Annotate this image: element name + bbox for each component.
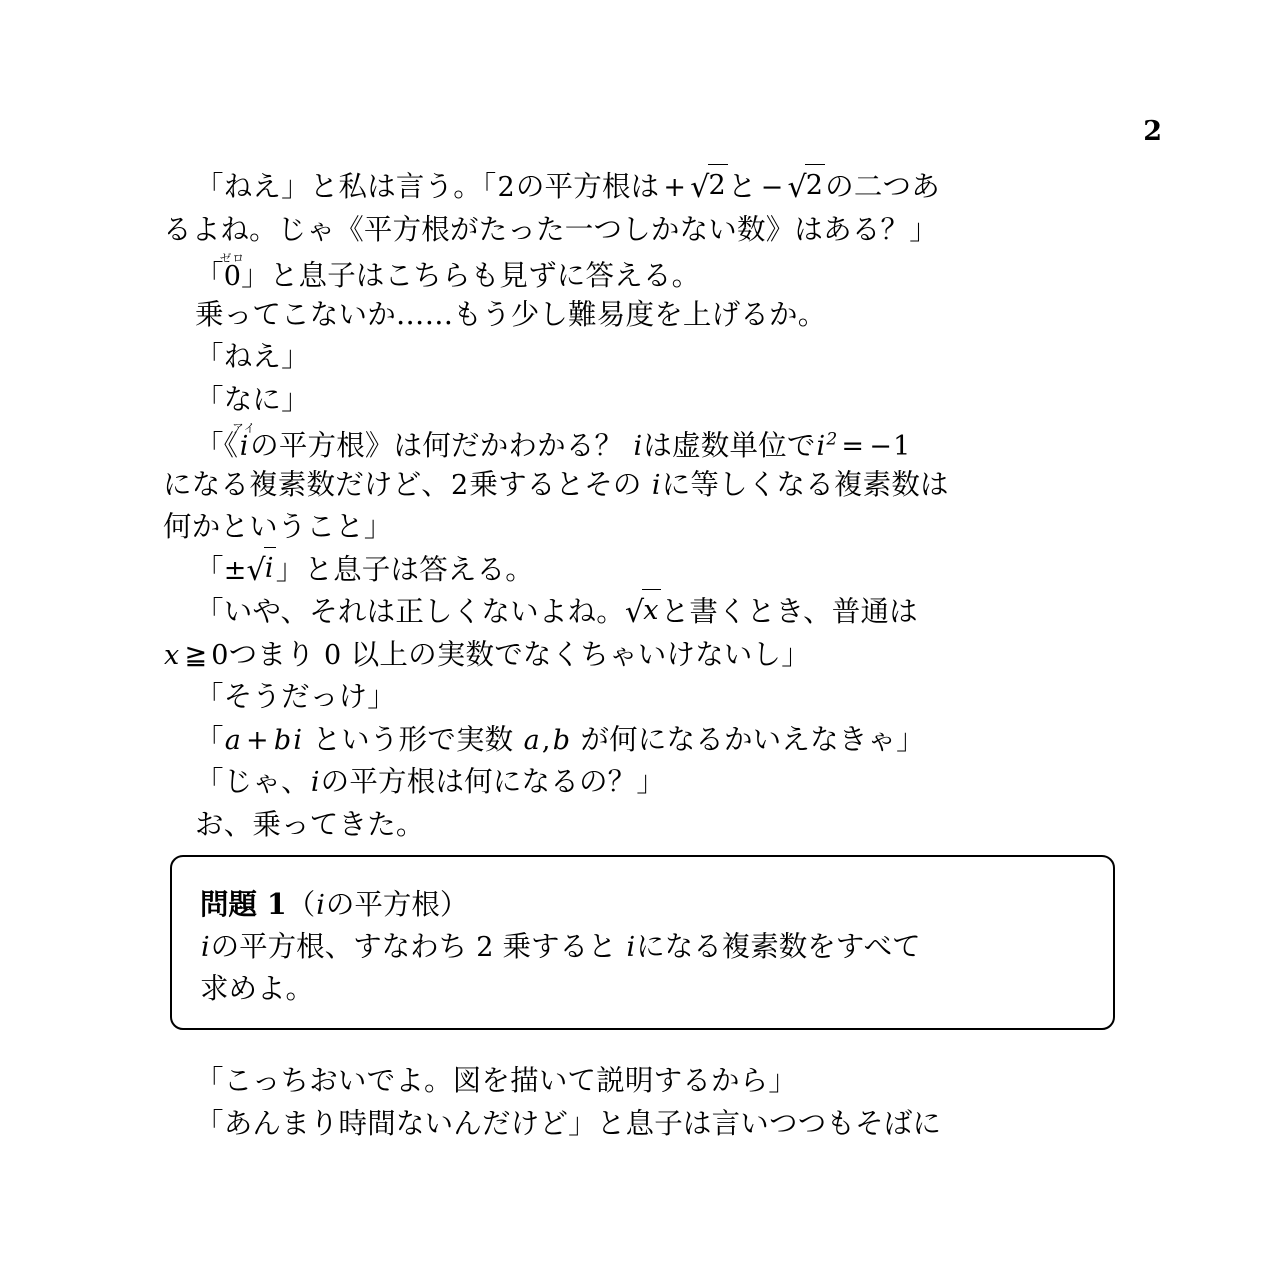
problem-box [170,855,1115,1030]
radical-sqrt [247,549,276,593]
radical-sign: √ [624,595,645,630]
math-variable: b [273,724,292,756]
text-run: （ [286,888,316,921]
ruby-annotation-ai [232,421,257,462]
ruby-text: アイ [232,421,257,435]
math-variable: i [201,931,210,963]
text-run: 「《 [195,429,239,462]
paragraph-line [163,506,1118,549]
text-run: と [727,170,757,203]
math-comma: , [541,724,551,756]
math-variable: i [310,767,320,798]
math-number: 2 [451,469,469,501]
text-run: になる複素数をすべて [636,929,921,963]
problem-label: 問題 1 [200,887,287,921]
text-run: 乗するとその [469,467,642,501]
text-run: 」と息子はこちらも見ずに答える。 [241,259,701,292]
paragraph-line [163,676,1118,719]
math-operator: − [869,431,893,462]
paragraph-line [163,336,1118,379]
text-run: るよね。じゃ《平方根がたった一つしかない数》はある？」 [163,212,938,246]
paragraph-line [163,166,1118,209]
text-run: つまり [228,637,315,671]
text-run: の平方根》は何だかわかる？ [250,429,624,462]
paragraph-line [163,719,1118,762]
radical-sqrt [787,166,825,210]
text-run: 「 [195,259,224,292]
math-variable: i [316,890,325,921]
math-variable: i [626,931,636,963]
ruby-base: i [233,431,256,462]
text-run: 以上の実数でなくちゃいけないし」 [350,637,810,671]
text-run: 「そうだっけ」 [195,680,396,713]
math-number: 1 [893,431,911,462]
paragraph-line [163,804,1118,847]
math-number: 2 [476,931,494,963]
math-variable: i [816,431,826,462]
math-variable: x [164,639,180,671]
text-run: 求めよ。 [200,972,315,1005]
paragraph-line [163,591,1118,634]
math-variable: b [552,724,571,756]
text-run: 」と息子は答える。 [275,552,535,586]
radicand: x [642,589,660,633]
text-run: に等しくなる複素数は [661,467,949,501]
paragraph-line [163,1060,1118,1103]
text-run: 乗ってこないか……もう少し難易度を上げるか。 [195,297,827,331]
math-operator: − [760,172,784,203]
math-number: 2 [497,172,515,203]
text-run: の平方根は何になるの？」 [320,765,666,798]
text-run: の平方根） [325,888,469,921]
paragraph-line [163,761,1118,804]
math-variable: i [651,469,661,501]
text-run: の平方根、すなわち [210,929,468,963]
problem-statement-line [200,968,1113,1011]
text-run: 何かということ」 [163,510,393,543]
text-run: 「ねえ」 [195,340,310,373]
math-plusminus: ± [223,554,247,586]
math-operator: + [246,724,269,756]
math-variable: i [293,724,303,756]
paragraph-line [163,209,1118,252]
text-run: 「あんまり時間ないんだけど」と息子は言いつつもそばに [195,1106,942,1140]
text-run: 「なに」 [195,382,310,416]
math-variable: a [523,724,540,756]
text-run: が何になるかいえなきゃ」 [580,722,925,756]
problem-box-content [172,857,1113,1011]
text-run: は虚数単位で [643,429,816,462]
text-run: と書くとき、普通は [660,595,918,628]
radical-sqrt [625,591,661,635]
math-operator: ≧ [184,639,208,671]
paragraph-line [163,634,1118,677]
math-operator: = [841,431,865,462]
paragraph-line [163,1103,1118,1146]
math-number: 0 [324,639,342,671]
math-variable: a [224,724,242,756]
radical-sign: √ [690,170,710,205]
text-run: の平方根は [515,170,660,203]
math-number: 0 [211,639,229,671]
text-run: 「こっちおいでよ。図を描いて説明するから」 [195,1064,798,1097]
text-run: の二つあ [825,170,940,203]
radical-sign: √ [246,552,266,588]
text-run: になる複素数だけど、 [163,467,451,501]
text-run: お、乗ってきた。 [195,807,425,841]
paragraph-line [163,379,1118,422]
radicand: 2 [708,164,728,208]
paragraph-line [163,464,1118,507]
radicand: i [264,547,276,591]
ruby-base: 0 [219,261,245,292]
text-run: 「いや、それは正しくないよね。 [195,595,625,628]
ruby-text: ゼロ [219,251,245,265]
problem-statement-line [200,926,1113,969]
text-run: 「 [195,722,224,756]
paragraph-line [163,251,1118,294]
text-run: という形で実数 [312,722,514,756]
radical-sign: √ [787,170,807,205]
problem-heading [200,883,1113,926]
paragraph-line [163,294,1118,337]
ruby-annotation-zero [219,251,245,292]
math-variable: i [633,431,643,462]
tail-text-block [163,1060,1118,1145]
paragraph-line [163,421,1118,464]
text-run: 「ねえ」と私は言う。「 [195,170,497,203]
radicand: 2 [805,164,825,208]
text-run: 乗すると [502,929,617,963]
text-run: 「 [195,552,224,586]
math-operator: + [663,172,687,203]
radical-sqrt [690,166,728,210]
math-exponent: 2 [826,429,838,450]
page-number: 2 [1143,116,1162,147]
body-text-block [163,166,1118,846]
paragraph-line [163,549,1118,592]
text-run: 「じゃ、 [195,765,310,798]
